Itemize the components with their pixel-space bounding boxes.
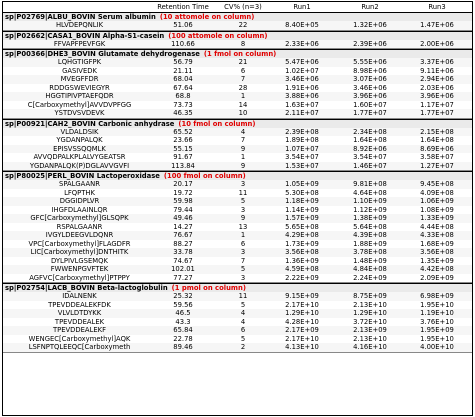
peptide-sequence: HLVDEPQNLIK xyxy=(55,21,104,30)
run1-value: 8.40E+05 xyxy=(285,21,319,30)
protein-name: sp|P02754|LACB_BOVIN Beta-lactoglobulin xyxy=(5,284,168,292)
cv-percent: 28 xyxy=(238,83,248,92)
peptide-sequence: FWWENPGVFTEK xyxy=(50,265,109,274)
retention-time: 46.5 xyxy=(175,309,191,318)
run3-value: 4.00E+10 xyxy=(420,343,454,352)
peptide-sequence: LQHGTIGFPK xyxy=(57,58,102,67)
retention-time: 68.8 xyxy=(175,92,191,101)
retention-time: 91.67 xyxy=(173,153,193,162)
retention-time: 55.15 xyxy=(173,144,193,153)
peptide-sequence: AGFVC[Carboxymethyl]PTPPY xyxy=(29,273,130,282)
run3-value: 1.17E+07 xyxy=(420,100,454,109)
data-table xyxy=(2,1,473,416)
table-header xyxy=(3,2,472,12)
cv-percent: 8 xyxy=(240,39,246,48)
peptide-sequence: LFQPTHK xyxy=(64,188,95,197)
run2-value: 1.32E+06 xyxy=(353,21,387,30)
peptide-sequence: YGDANPALQK(P)DGLAVVGVFI xyxy=(29,161,130,170)
protein-groups xyxy=(3,12,472,353)
run2-value: 1.88E+09 xyxy=(353,239,387,248)
run1-value: 4.29E+08 xyxy=(285,231,319,240)
run2-value: 2.34E+08 xyxy=(353,127,387,136)
table-row xyxy=(3,265,472,274)
cv-percent: 1 xyxy=(240,153,246,162)
table-row xyxy=(3,197,472,206)
cv-percent: 6 xyxy=(240,66,246,75)
run2-value: 1.12E+09 xyxy=(353,205,387,214)
cv-percent: 3 xyxy=(240,273,246,282)
table-row xyxy=(3,128,472,137)
cv-percent: 5 xyxy=(240,334,246,343)
retention-time: 23.66 xyxy=(173,136,193,145)
run3-value: 1.95E+10 xyxy=(420,300,454,309)
run3-value: 6.98E+09 xyxy=(420,292,454,301)
run2-value: 3.07E+06 xyxy=(353,75,387,84)
peptide-sequence: RSPALGAANR xyxy=(56,222,103,231)
header-run3: Run3 xyxy=(428,3,446,11)
cv-percent: 5 xyxy=(240,265,246,274)
table-row xyxy=(3,21,472,30)
run1-value: 3.46E+06 xyxy=(285,75,319,84)
run1-value: 2.17E+09 xyxy=(285,326,319,335)
table-row xyxy=(3,75,472,84)
run3-value: 1.35E+09 xyxy=(420,256,454,265)
protein-header xyxy=(3,12,472,21)
cv-percent: 4 xyxy=(240,309,246,318)
table-row xyxy=(3,67,472,76)
run2-value: 1.46E+07 xyxy=(353,161,387,170)
protein-amount-note: (10 attomole on column) xyxy=(159,13,255,21)
run2-value: 8.98E+06 xyxy=(353,66,387,75)
retention-time: 22.78 xyxy=(173,334,193,343)
run3-value: 1.47E+06 xyxy=(420,21,454,30)
protein-header xyxy=(3,119,472,128)
run2-value: 9.81E+08 xyxy=(353,180,387,189)
run1-value: 3.56E+08 xyxy=(285,248,319,257)
run3-value: 9.11E+06 xyxy=(420,66,454,75)
run3-value: 3.37E+06 xyxy=(420,58,454,67)
protein-amount-note: (100 fmol on column) xyxy=(163,172,246,180)
protein-name: sp|P00366|DHE3_BOVIN Glutamate dehydrogenase xyxy=(5,50,200,58)
peptide-sequence: TPEVDDEALEK xyxy=(54,317,105,326)
run1-value: 5.47E+06 xyxy=(285,58,319,67)
peptide-sequence: IVGYLDEEGVLDQNR xyxy=(45,231,114,240)
run1-value: 2.11E+07 xyxy=(285,109,319,118)
protein-header xyxy=(3,283,472,292)
protein-name: sp|P02769|ALBU_BOVIN Serum albumin xyxy=(5,13,156,21)
table-row xyxy=(3,162,472,171)
cv-percent: 6 xyxy=(240,239,246,248)
run2-value: 3.78E+08 xyxy=(353,248,387,257)
run1-value: 1.89E+08 xyxy=(285,136,319,145)
run3-value: 4.33E+08 xyxy=(420,231,454,240)
protein-group xyxy=(3,49,472,119)
table-row xyxy=(3,58,472,67)
run2-value: 5.55E+06 xyxy=(353,58,387,67)
run2-value: 1.60E+07 xyxy=(353,100,387,109)
run1-value: 1.02E+07 xyxy=(285,66,319,75)
table-row xyxy=(3,231,472,240)
retention-time: 89.46 xyxy=(173,343,193,352)
run2-value: 2.13E+09 xyxy=(353,326,387,335)
retention-time: 65.84 xyxy=(173,326,193,335)
run1-value: 1.07E+07 xyxy=(285,144,319,153)
run3-value: 4.44E+08 xyxy=(420,222,454,231)
retention-time: 76.67 xyxy=(173,231,193,240)
run1-value: 1.73E+09 xyxy=(285,239,319,248)
peptide-sequence: VLDALDSIK xyxy=(60,127,99,136)
table-row xyxy=(3,40,472,49)
peptide-sequence: YSTDVSVDEVK xyxy=(54,109,105,118)
retention-time: 59.98 xyxy=(173,197,193,206)
peptide-sequence: GASIVEDK xyxy=(62,66,97,75)
run2-value: 1.38E+09 xyxy=(353,214,387,223)
protein-header xyxy=(3,31,472,40)
run2-value: 4.39E+08 xyxy=(353,231,387,240)
cv-percent: 6 xyxy=(240,326,246,335)
run3-value: 1.08E+09 xyxy=(420,205,454,214)
table-row xyxy=(3,206,472,215)
retention-time: 25.32 xyxy=(173,292,193,301)
cv-percent: 14 xyxy=(238,100,248,109)
cv-percent: 4 xyxy=(240,317,246,326)
table-row xyxy=(3,248,472,257)
run1-value: 1.18E+09 xyxy=(285,197,319,206)
cv-percent: 5 xyxy=(240,197,246,206)
table-row xyxy=(3,180,472,189)
run2-value: 3.46E+06 xyxy=(353,83,387,92)
run3-value: 3.58E+07 xyxy=(420,153,454,162)
peptide-sequence: WENGEC[Carboxymethyl]AQK xyxy=(28,334,131,343)
retention-time: 46.35 xyxy=(173,109,193,118)
peptide-sequence: LIC[Carboxymethyl]DNTHITK xyxy=(30,248,129,257)
retention-time: 33.78 xyxy=(173,248,193,257)
run2-value: 1.29E+10 xyxy=(353,309,387,318)
run1-value: 1.36E+09 xyxy=(285,256,319,265)
run1-value: 4.28E+10 xyxy=(285,317,319,326)
peptide-sequence: HGGTIPIVPTAEFQDR xyxy=(45,92,114,101)
protein-amount-note: (1 pmol on column) xyxy=(171,284,246,292)
run1-value: 3.54E+07 xyxy=(285,153,319,162)
cv-percent: 1 xyxy=(240,92,246,101)
table-row xyxy=(3,101,472,110)
retention-time: 19.72 xyxy=(173,188,193,197)
peptide-sequence: VLVLDTDYKK xyxy=(57,309,102,318)
run2-value: 1.64E+08 xyxy=(353,136,387,145)
run3-value: 9.45E+08 xyxy=(420,180,454,189)
peptide-sequence: RDDGSWEVIEGYR xyxy=(49,83,110,92)
protein-amount-note: (100 attomole on column) xyxy=(168,31,268,40)
run3-value: 1.95E+10 xyxy=(420,334,454,343)
run2-value: 4.84E+08 xyxy=(353,265,387,274)
run3-value: 4.09E+08 xyxy=(420,188,454,197)
run3-value: 3.96E+06 xyxy=(420,92,454,101)
run2-value: 2.24E+09 xyxy=(353,273,387,282)
table-row xyxy=(3,214,472,223)
retention-time: 21.11 xyxy=(173,66,193,75)
table-row xyxy=(3,92,472,101)
run1-value: 1.91E+06 xyxy=(285,83,319,92)
cv-percent: 3 xyxy=(240,180,246,189)
run1-value: 4.59E+08 xyxy=(285,265,319,274)
table-row xyxy=(3,292,472,301)
cv-percent: 4 xyxy=(240,127,246,136)
retention-time: 20.17 xyxy=(173,180,193,189)
run2-value: 2.39E+06 xyxy=(353,39,387,48)
header-run1: Run1 xyxy=(293,3,311,11)
run3-value: 3.76E+10 xyxy=(420,317,454,326)
retention-time: 14.27 xyxy=(173,222,193,231)
run2-value: 4.16E+10 xyxy=(353,343,387,352)
cv-percent: 11 xyxy=(238,188,248,197)
retention-time: 77.27 xyxy=(173,273,193,282)
run3-value: 2.09E+09 xyxy=(420,273,454,282)
run1-value: 2.39E+08 xyxy=(285,127,319,136)
cv-percent: 7 xyxy=(240,75,246,84)
table-row xyxy=(3,153,472,162)
run2-value: 2.13E+10 xyxy=(353,334,387,343)
table-row xyxy=(3,84,472,93)
peptide-sequence: MVEGFFDR xyxy=(60,75,99,84)
run1-value: 9.15E+09 xyxy=(285,292,319,301)
cv-percent: 1 xyxy=(240,231,246,240)
peptide-sequence: IHGFDLAAINLQR xyxy=(51,205,108,214)
retention-time: 102.01 xyxy=(171,265,195,274)
cv-percent: 13 xyxy=(238,222,248,231)
run3-value: 1.95E+09 xyxy=(420,326,454,335)
table-row xyxy=(3,301,472,310)
protein-group xyxy=(3,283,472,353)
peptide-sequence: FFVAPFPEVFGK xyxy=(53,39,106,48)
cv-percent: 21 xyxy=(238,58,248,67)
run2-value: 8.75E+09 xyxy=(353,292,387,301)
protein-header xyxy=(3,171,472,180)
run2-value: 8.92E+06 xyxy=(353,144,387,153)
run1-value: 2.22E+09 xyxy=(285,273,319,282)
retention-time: 73.73 xyxy=(173,100,193,109)
protein-name: sp|P02662|CASA1_BOVIN Alpha-S1-casein xyxy=(5,31,165,40)
cv-percent: 7 xyxy=(240,256,246,265)
run3-value: 1.19E+10 xyxy=(420,309,454,318)
cv-percent: 11 xyxy=(238,292,248,301)
run1-value: 2.17E+10 xyxy=(285,334,319,343)
run1-value: 2.17E+10 xyxy=(285,300,319,309)
run3-value: 2.15E+08 xyxy=(420,127,454,136)
run1-value: 1.63E+07 xyxy=(285,100,319,109)
header-run2: Run2 xyxy=(361,3,379,11)
run1-value: 2.33E+06 xyxy=(285,39,319,48)
cv-percent: 10 xyxy=(238,109,248,118)
run3-value: 1.77E+07 xyxy=(420,109,454,118)
table-row xyxy=(3,240,472,249)
table-row xyxy=(3,343,472,352)
run3-value: 1.33E+09 xyxy=(420,214,454,223)
run2-value: 4.64E+08 xyxy=(353,188,387,197)
peptide-sequence: LSFNPTQLEEQC[Carboxymeth xyxy=(28,343,131,352)
retention-time: 43.3 xyxy=(175,317,191,326)
cv-percent: 3 xyxy=(240,248,246,257)
run1-value: 5.65E+08 xyxy=(285,222,319,231)
table-row xyxy=(3,274,472,283)
run2-value: 2.13E+10 xyxy=(353,300,387,309)
retention-time: 56.79 xyxy=(173,58,193,67)
retention-time: 110.66 xyxy=(171,39,195,48)
retention-time: 74.67 xyxy=(173,256,193,265)
retention-time: 65.52 xyxy=(173,127,193,136)
retention-time: 51.06 xyxy=(173,21,193,30)
run3-value: 1.06E+09 xyxy=(420,197,454,206)
retention-time: 113.84 xyxy=(171,161,195,170)
table-row xyxy=(3,309,472,318)
peptide-sequence: YGDANPALQK xyxy=(56,136,103,145)
run1-value: 1.53E+07 xyxy=(285,161,319,170)
table-row xyxy=(3,335,472,344)
run3-value: 1.68E+09 xyxy=(420,239,454,248)
table-row xyxy=(3,326,472,335)
run2-value: 1.48E+09 xyxy=(353,256,387,265)
run1-value: 1.05E+09 xyxy=(285,180,319,189)
peptide-sequence: SPALGAANR xyxy=(59,180,100,189)
protein-name: sp|P80025|PERL_BOVIN Lactoperoxidase xyxy=(5,172,160,180)
peptide-sequence: DGGIDPLVR xyxy=(59,197,100,206)
run1-value: 1.14E+09 xyxy=(285,205,319,214)
run3-value: 2.94E+06 xyxy=(420,75,454,84)
retention-time: 49.46 xyxy=(173,214,193,223)
protein-amount-note: (1 fmol on column) xyxy=(203,50,277,58)
cv-percent: 9 xyxy=(240,144,246,153)
peptide-sequence: DYLPIVLGSEMQK xyxy=(51,256,108,265)
retention-time: 88.27 xyxy=(173,239,193,248)
cv-percent: 7 xyxy=(240,136,246,145)
retention-time: 59.56 xyxy=(173,300,193,309)
run3-value: 2.00E+06 xyxy=(420,39,454,48)
run3-value: 1.64E+08 xyxy=(420,136,454,145)
peptide-sequence: AVVQDPALKPLALVYGEATSR xyxy=(33,153,126,162)
cv-percent: 9 xyxy=(240,161,246,170)
run1-value: 1.57E+09 xyxy=(285,214,319,223)
protein-group xyxy=(3,31,472,50)
header-retention-time: Retention Time xyxy=(157,3,209,11)
protein-amount-note: (10 fmol on column) xyxy=(178,119,256,128)
cv-percent: 3 xyxy=(240,205,246,214)
table-row xyxy=(3,136,472,145)
cv-percent: 22 xyxy=(238,21,248,30)
run2-value: 3.72E+10 xyxy=(353,317,387,326)
run1-value: 5.30E+08 xyxy=(285,188,319,197)
cv-percent: 2 xyxy=(240,343,246,352)
protein-header xyxy=(3,49,472,58)
run1-value: 3.88E+06 xyxy=(285,92,319,101)
table-row xyxy=(3,318,472,327)
run3-value: 8.69E+06 xyxy=(420,144,454,153)
protein-group xyxy=(3,119,472,172)
run2-value: 1.77E+07 xyxy=(353,109,387,118)
peptide-sequence: GFC[Carboxymethyl]GLSQPK xyxy=(30,214,129,223)
peptide-sequence: EPISVSSQQMLK xyxy=(53,144,106,153)
peptide-sequence: C[Carboxymethyl]AVVDVPFGG xyxy=(27,100,132,109)
retention-time: 79.44 xyxy=(173,205,193,214)
protein-group xyxy=(3,171,472,283)
run3-value: 4.42E+08 xyxy=(420,265,454,274)
run3-value: 1.27E+07 xyxy=(420,161,454,170)
header-cv: CV% (n=3) xyxy=(224,3,262,11)
peptide-sequence: IDALNENK xyxy=(62,292,97,301)
cv-percent: 9 xyxy=(240,214,246,223)
retention-time: 68.04 xyxy=(173,75,193,84)
run3-value: 3.56E+08 xyxy=(420,248,454,257)
retention-time: 67.64 xyxy=(173,83,193,92)
run2-value: 3.96E+06 xyxy=(353,92,387,101)
table-row xyxy=(3,189,472,198)
run1-value: 4.13E+10 xyxy=(285,343,319,352)
protein-name: sp|P00921|CAH2_BOVIN Carbonic anhydrase xyxy=(5,119,175,128)
run2-value: 3.54E+07 xyxy=(353,153,387,162)
peptide-sequence: VPC[Carboxymethyl]FLAGDFR xyxy=(28,239,131,248)
run2-value: 5.64E+08 xyxy=(353,222,387,231)
table-row xyxy=(3,257,472,266)
peptide-sequence: TPEVDDEALEKF xyxy=(52,326,107,335)
table-row xyxy=(3,109,472,118)
run3-value: 2.03E+06 xyxy=(420,83,454,92)
table-row xyxy=(3,223,472,232)
run2-value: 1.10E+09 xyxy=(353,197,387,206)
table-row xyxy=(3,145,472,154)
protein-group xyxy=(3,12,472,31)
cv-percent: 5 xyxy=(240,300,246,309)
run1-value: 1.29E+10 xyxy=(285,309,319,318)
peptide-sequence: TPEVDDEALEKFDK xyxy=(48,300,111,309)
